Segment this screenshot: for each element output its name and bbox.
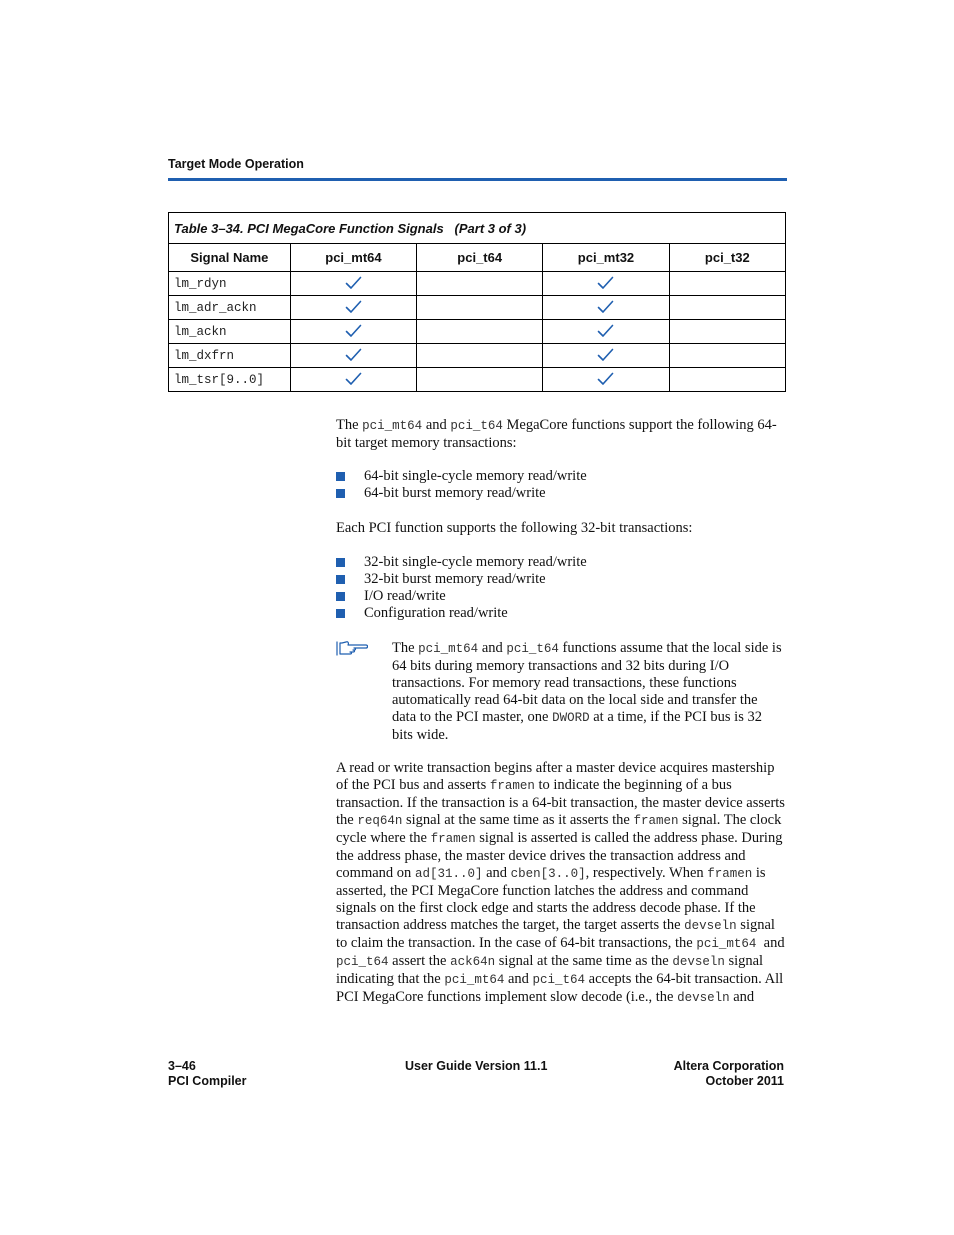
list-item-text: 32-bit single-cycle memory read/write (364, 554, 587, 570)
bullet-square-icon (336, 489, 345, 498)
body-text: signal indicating that the (336, 953, 764, 987)
code-pci-mt64: pci_mt64 (362, 419, 423, 433)
code-signal: pci_t64 (336, 955, 389, 969)
support-cell-pci-mt64 (290, 272, 416, 296)
list-item-text: 64-bit burst memory read/write (364, 485, 546, 501)
list-64bit-transactions (336, 468, 587, 502)
checkmark-icon (597, 300, 614, 314)
list-item (336, 571, 587, 588)
support-cell-pci-t32 (669, 296, 785, 320)
list-item (336, 554, 587, 571)
body-paragraph (336, 760, 789, 1007)
body-text: and (729, 989, 755, 1005)
list-item (336, 485, 587, 502)
company-name: Altera Corporation (673, 1059, 784, 1073)
signal-name-cell: lm_ackn (169, 320, 291, 344)
note-text: The (392, 640, 419, 656)
code-signal: framen (489, 779, 535, 793)
body-text: signal at the same time as it asserts the (402, 812, 634, 828)
list-item (336, 605, 587, 622)
support-cell-pci-t64 (417, 320, 543, 344)
header-rule (168, 178, 787, 181)
note-text: and (478, 640, 507, 656)
body-text: and (504, 971, 533, 987)
checkmark-icon (597, 276, 614, 290)
list-item-text: Configuration read/write (364, 605, 508, 621)
list-item (336, 588, 587, 605)
code-signal: framen (707, 867, 753, 881)
footer-left (168, 1059, 247, 1089)
table-row (169, 296, 786, 320)
code-signal: ad[31..0] (414, 867, 483, 881)
list-item-text: 32-bit burst memory read/write (364, 571, 546, 587)
signal-name-cell: lm_tsr[9..0] (169, 368, 291, 392)
column-header-pci-mt32: pci_mt32 (543, 244, 669, 272)
bullet-square-icon (336, 558, 345, 567)
column-header-pci-t64: pci_t64 (417, 244, 543, 272)
checkmark-icon (345, 300, 362, 314)
code-signal: req64n (357, 814, 403, 828)
body-text: assert the (388, 953, 451, 969)
guide-version: User Guide Version 11.1 (405, 1059, 548, 1073)
table-row (169, 272, 786, 296)
signal-name-cell: lm_adr_ackn (169, 296, 291, 320)
note-text: at a time, if the PCI bus is 32 bits wide. (392, 709, 762, 743)
list-item-text: I/O read/write (364, 588, 446, 604)
code-pci-mt64: pci_mt64 (418, 642, 479, 656)
checkmark-icon (597, 372, 614, 386)
support-cell-pci-t64 (417, 272, 543, 296)
checkmark-icon (597, 348, 614, 362)
intro-paragraph (336, 417, 786, 452)
signal-name-cell: lm_rdyn (169, 272, 291, 296)
support-cell-pci-t32 (669, 320, 785, 344)
note-text: functions assume that the local side is 64 bits during memory transactions and 32 bits during I/O transactions. For memory read transactions, these functions automatically read 64-bit data on the local side and transfer the data to the PCI master, one (392, 640, 782, 725)
code-dword: DWORD (552, 711, 590, 725)
body-text: signal at the same time as the (495, 953, 673, 969)
table-row (169, 344, 786, 368)
body-text: and (482, 865, 511, 881)
publication-date: October 2011 (705, 1074, 784, 1088)
support-cell-pci-t32 (669, 272, 785, 296)
code-signal: devseln (672, 955, 725, 969)
body-text: signal. The clock cycle where the (336, 812, 782, 846)
support-cell-pci-mt32 (543, 320, 669, 344)
support-cell-pci-mt32 (543, 344, 669, 368)
body-text: , respectively. When (585, 865, 708, 881)
table-row (169, 320, 786, 344)
table-row (169, 368, 786, 392)
column-header-pci-t32: pci_t32 (669, 244, 785, 272)
code-signal: framen (633, 814, 679, 828)
body-text: to indicate the beginning of a bus transaction. If the transaction is a 64-bit transaction, the master device asserts the (336, 777, 785, 828)
body-text: signal is asserted is called the address phase. During the address phase, the master device drives the transaction address and command on (336, 830, 783, 881)
support-cell-pci-mt64 (290, 296, 416, 320)
body-text: accepts the 64-bit transaction. All PCI MegaCore functions implement slow decode (i.e., the (336, 971, 784, 1005)
intro-text: The (336, 417, 363, 433)
code-signal: ack64n (450, 955, 496, 969)
list-item (336, 468, 587, 485)
code-signal: pci_t64 (532, 973, 586, 987)
signals-table (168, 212, 786, 392)
bullet-square-icon (336, 575, 345, 584)
checkmark-icon (345, 276, 362, 290)
support-cell-pci-t64 (417, 344, 543, 368)
product-name: PCI Compiler (168, 1074, 247, 1088)
running-header: Target Mode Operation (168, 157, 304, 171)
body-text: signal to claim the transaction. In the case of 64-bit transactions, the (336, 917, 775, 951)
support-cell-pci-mt64 (290, 368, 416, 392)
checkmark-icon (345, 372, 362, 386)
column-header-pci-mt64: pci_mt64 (290, 244, 416, 272)
footer-center (405, 1059, 547, 1074)
body-text: and (756, 935, 789, 951)
support-cell-pci-mt32 (543, 296, 669, 320)
body-text: A read or write transaction begins after a master device acquires mastership of the PCI bus and asserts (336, 760, 775, 793)
support-cell-pci-t32 (669, 344, 785, 368)
page-number: 3–46 (168, 1059, 196, 1073)
pointing-hand-icon (336, 640, 368, 656)
list-32bit-transactions (336, 554, 587, 622)
body-text: is asserted, the PCI MegaCore function latches the address and command signals on the first clock edge and starts the address decode phase. If the transaction address matches the target, the target asserts the (336, 865, 766, 933)
code-signal: framen (430, 832, 476, 846)
footer-right (674, 1059, 784, 1089)
paragraph-32bit: Each PCI function supports the following 32-bit transactions: (336, 520, 693, 536)
support-cell-pci-mt32 (543, 272, 669, 296)
intro-text: MegaCore functions support the following 64-bit target memory transactions: (336, 417, 777, 451)
note-paragraph (392, 640, 784, 744)
bullet-square-icon (336, 472, 345, 481)
support-cell-pci-t64 (417, 368, 543, 392)
intro-text: and (422, 417, 451, 433)
table-caption: Table 3–34. PCI MegaCore Function Signals (Part 3 of 3) (169, 213, 786, 244)
support-cell-pci-mt64 (290, 344, 416, 368)
signal-name-cell: lm_dxfrn (169, 344, 291, 368)
code-signal: cben[3..0] (510, 867, 586, 881)
code-signal: pci_mt64 (444, 973, 505, 987)
column-header-signal-name: Signal Name (169, 244, 291, 272)
code-signal: devseln (684, 919, 737, 933)
code-signal: pci_mt64 (696, 937, 757, 951)
table-body (169, 272, 786, 392)
checkmark-icon (345, 324, 362, 338)
bullet-square-icon (336, 592, 345, 601)
code-pci-t64: pci_t64 (450, 419, 503, 433)
code-pci-t64: pci_t64 (506, 642, 559, 656)
support-cell-pci-t32 (669, 368, 785, 392)
list-item-text: 64-bit single-cycle memory read/write (364, 468, 587, 484)
checkmark-icon (597, 324, 614, 338)
support-cell-pci-mt32 (543, 368, 669, 392)
support-cell-pci-mt64 (290, 320, 416, 344)
code-signal: devseln (677, 991, 730, 1005)
support-cell-pci-t64 (417, 296, 543, 320)
bullet-square-icon (336, 609, 345, 618)
checkmark-icon (345, 348, 362, 362)
